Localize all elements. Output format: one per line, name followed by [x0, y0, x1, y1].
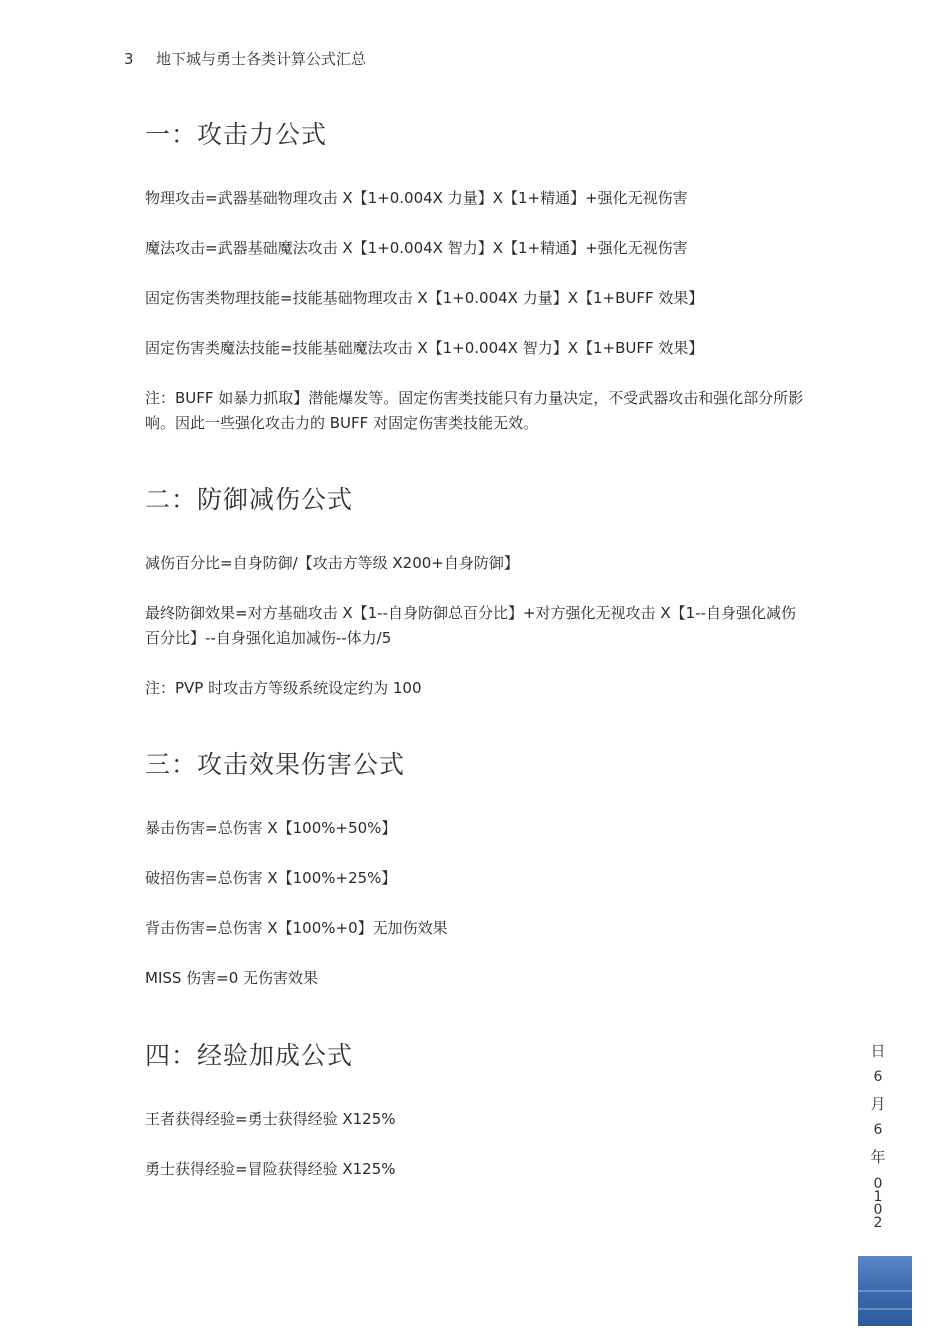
side-date-year-char: 年	[870, 1148, 886, 1166]
formula-final-defense: 最终防御效果=对方基础攻击 X【1--自身防御总百分比】+对方强化无视攻击 X【1--自身强化减伤百分比】--自身强化追加减伤--体力/5	[145, 604, 796, 647]
page-number: 3	[124, 50, 134, 68]
formula-king-exp: 王者获得经验=勇士获得经验 X125%	[145, 1110, 396, 1128]
side-date-day-number: 6	[873, 1069, 883, 1085]
note-pvp: 注：PVP 时攻击方等级系统设定约为 100	[145, 679, 422, 697]
formula-critical: 暴击伤害=总伤害 X【100%+50%】	[145, 819, 397, 837]
section-heading-attack: 一：攻击力公式	[145, 120, 328, 149]
corner-decoration-block	[858, 1256, 912, 1326]
side-date-day-char: 日	[870, 1042, 886, 1060]
formula-counter: 破招伤害=总伤害 X【100%+25%】	[145, 869, 397, 887]
note-buff: 注：BUFF 如暴力抓取】潜能爆发等。固定伤害类技能只有力量决定，不受武器攻击和强化部分所影响。因此一些强化攻击力的 BUFF 对固定伤害类技能无效。	[145, 389, 804, 432]
formula-fixed-physical-skill: 固定伤害类物理技能=技能基础物理攻击 X【1+0.004X 力量】X【1+BUFF 效果】	[145, 289, 704, 307]
side-date-year-digits	[869, 1178, 887, 1230]
year-digit: 0	[873, 1202, 883, 1218]
running-header	[124, 48, 366, 69]
document-title: 地下城与勇士各类计算公式汇总	[156, 50, 367, 68]
year-digit: 0	[873, 1176, 883, 1192]
year-digit: 2	[873, 1215, 883, 1231]
formula-miss: MISS 伤害=0 无伤害效果	[145, 969, 319, 987]
side-date-month-char: 月	[870, 1095, 886, 1113]
section-heading-attack-effect: 三：攻击效果伤害公式	[145, 750, 406, 779]
formula-physical-attack: 物理攻击=武器基础物理攻击 X【1+0.004X 力量】X【1+精通】+强化无视伤害	[145, 189, 688, 207]
formula-magic-attack: 魔法攻击=武器基础魔法攻击 X【1+0.004X 智力】X【1+精通】+强化无视伤害	[145, 239, 688, 257]
formula-warrior-exp: 勇士获得经验=冒险获得经验 X125%	[145, 1160, 396, 1178]
section-heading-defense: 二：防御减伤公式	[145, 485, 354, 514]
formula-back-attack: 背击伤害=总伤害 X【100%+0】无加伤效果	[145, 919, 448, 937]
section-heading-experience: 四：经验加成公式	[145, 1041, 354, 1070]
corner-stripe	[858, 1308, 912, 1310]
formula-fixed-magic-skill: 固定伤害类魔法技能=技能基础魔法攻击 X【1+0.004X 智力】X【1+BUFF 效果】	[145, 339, 704, 357]
side-date-month-number: 6	[873, 1122, 883, 1138]
year-digit: 1	[873, 1189, 883, 1205]
corner-stripe	[858, 1290, 912, 1292]
formula-damage-reduction: 减伤百分比=自身防御/【攻击方等级 X200+自身防御】	[145, 554, 519, 572]
